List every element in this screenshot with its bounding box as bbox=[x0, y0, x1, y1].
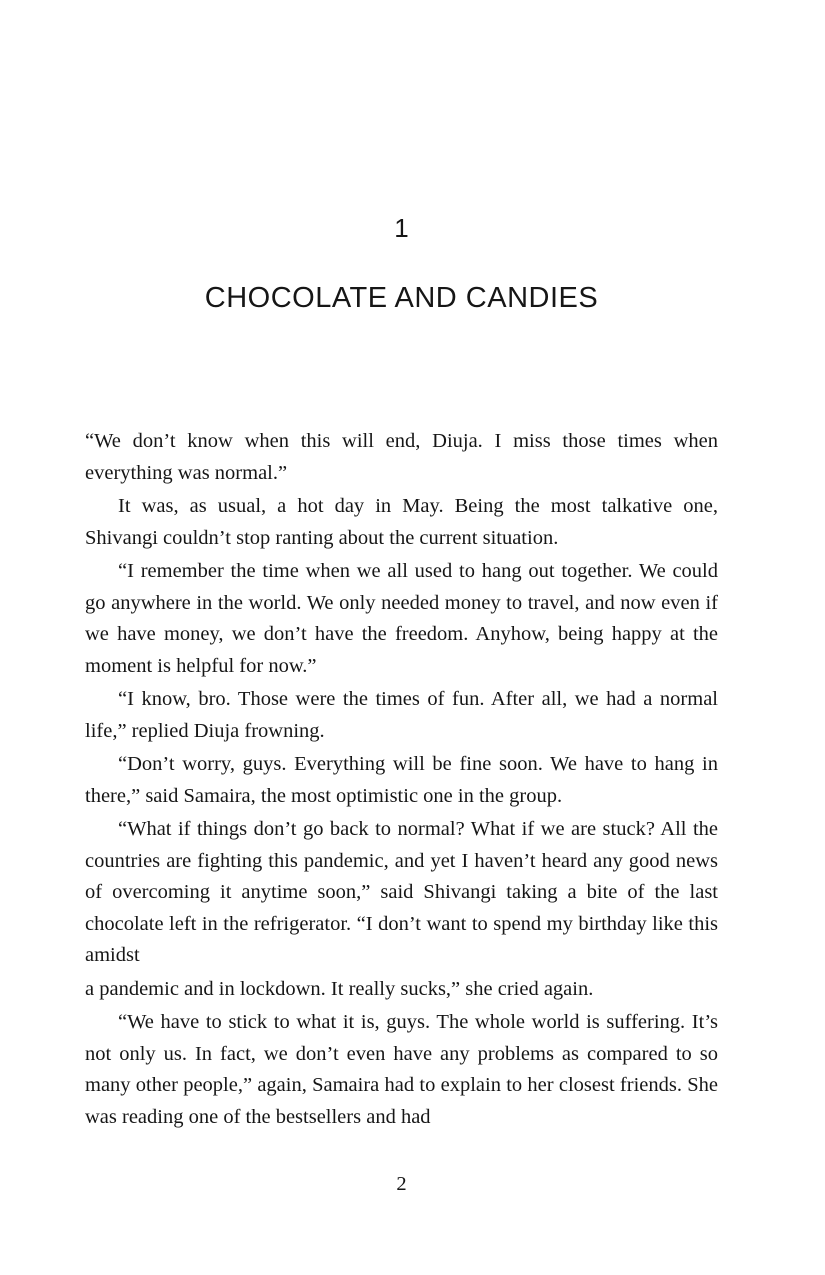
chapter-number: 1 bbox=[394, 213, 409, 243]
paragraph: “We don’t know when this will end, Diuja. I miss those times when everything was normal.” bbox=[85, 430, 718, 484]
paragraph: “We have to stick to what it is, guys. The whole world is suffering. It’s not only us. In fact, we don’t even have any problems as compared to so many other people,” again, Samaira had to explain to her closest friends. She was reading one of the bestsellers and had bbox=[85, 1011, 718, 1128]
chapter-title: CHOCOLATE AND CANDIES bbox=[204, 282, 599, 314]
body-text bbox=[85, 426, 718, 1135]
paragraph: It was, as usual, a hot day in May. Being the most talkative one, Shivangi couldn’t stop ranting about the current situation. bbox=[85, 495, 718, 549]
paragraph: “What if things don’t go back to normal? What if we are stuck? All the countries are fighting this pandemic, and yet I haven’t heard any good news of overcoming it anytime soon,” said Shivangi taking a bite of the last chocolate left in the refrigerator. “I don’t want to spend my birthday like this amidst bbox=[85, 818, 718, 966]
paragraph: “I know, bro. Those were the times of fun. After all, we had a normal life,” replied Diuja frowning. bbox=[85, 688, 718, 742]
paragraph: a pandemic and in lockdown. It really sucks,” she cried again. bbox=[85, 977, 594, 1000]
paragraph: “I remember the time when we all used to hang out together. We could go anywhere in the world. We only needed money to travel, and now even if we have money, we don’t have the freedom. Anyhow, being happy at the moment is helpful for now.” bbox=[85, 560, 718, 677]
page-number: 2 bbox=[396, 1173, 407, 1195]
paragraph: “Don’t worry, guys. Everything will be fine soon. We have to hang in there,” said Samaira, the most optimistic one in the group. bbox=[85, 753, 718, 807]
